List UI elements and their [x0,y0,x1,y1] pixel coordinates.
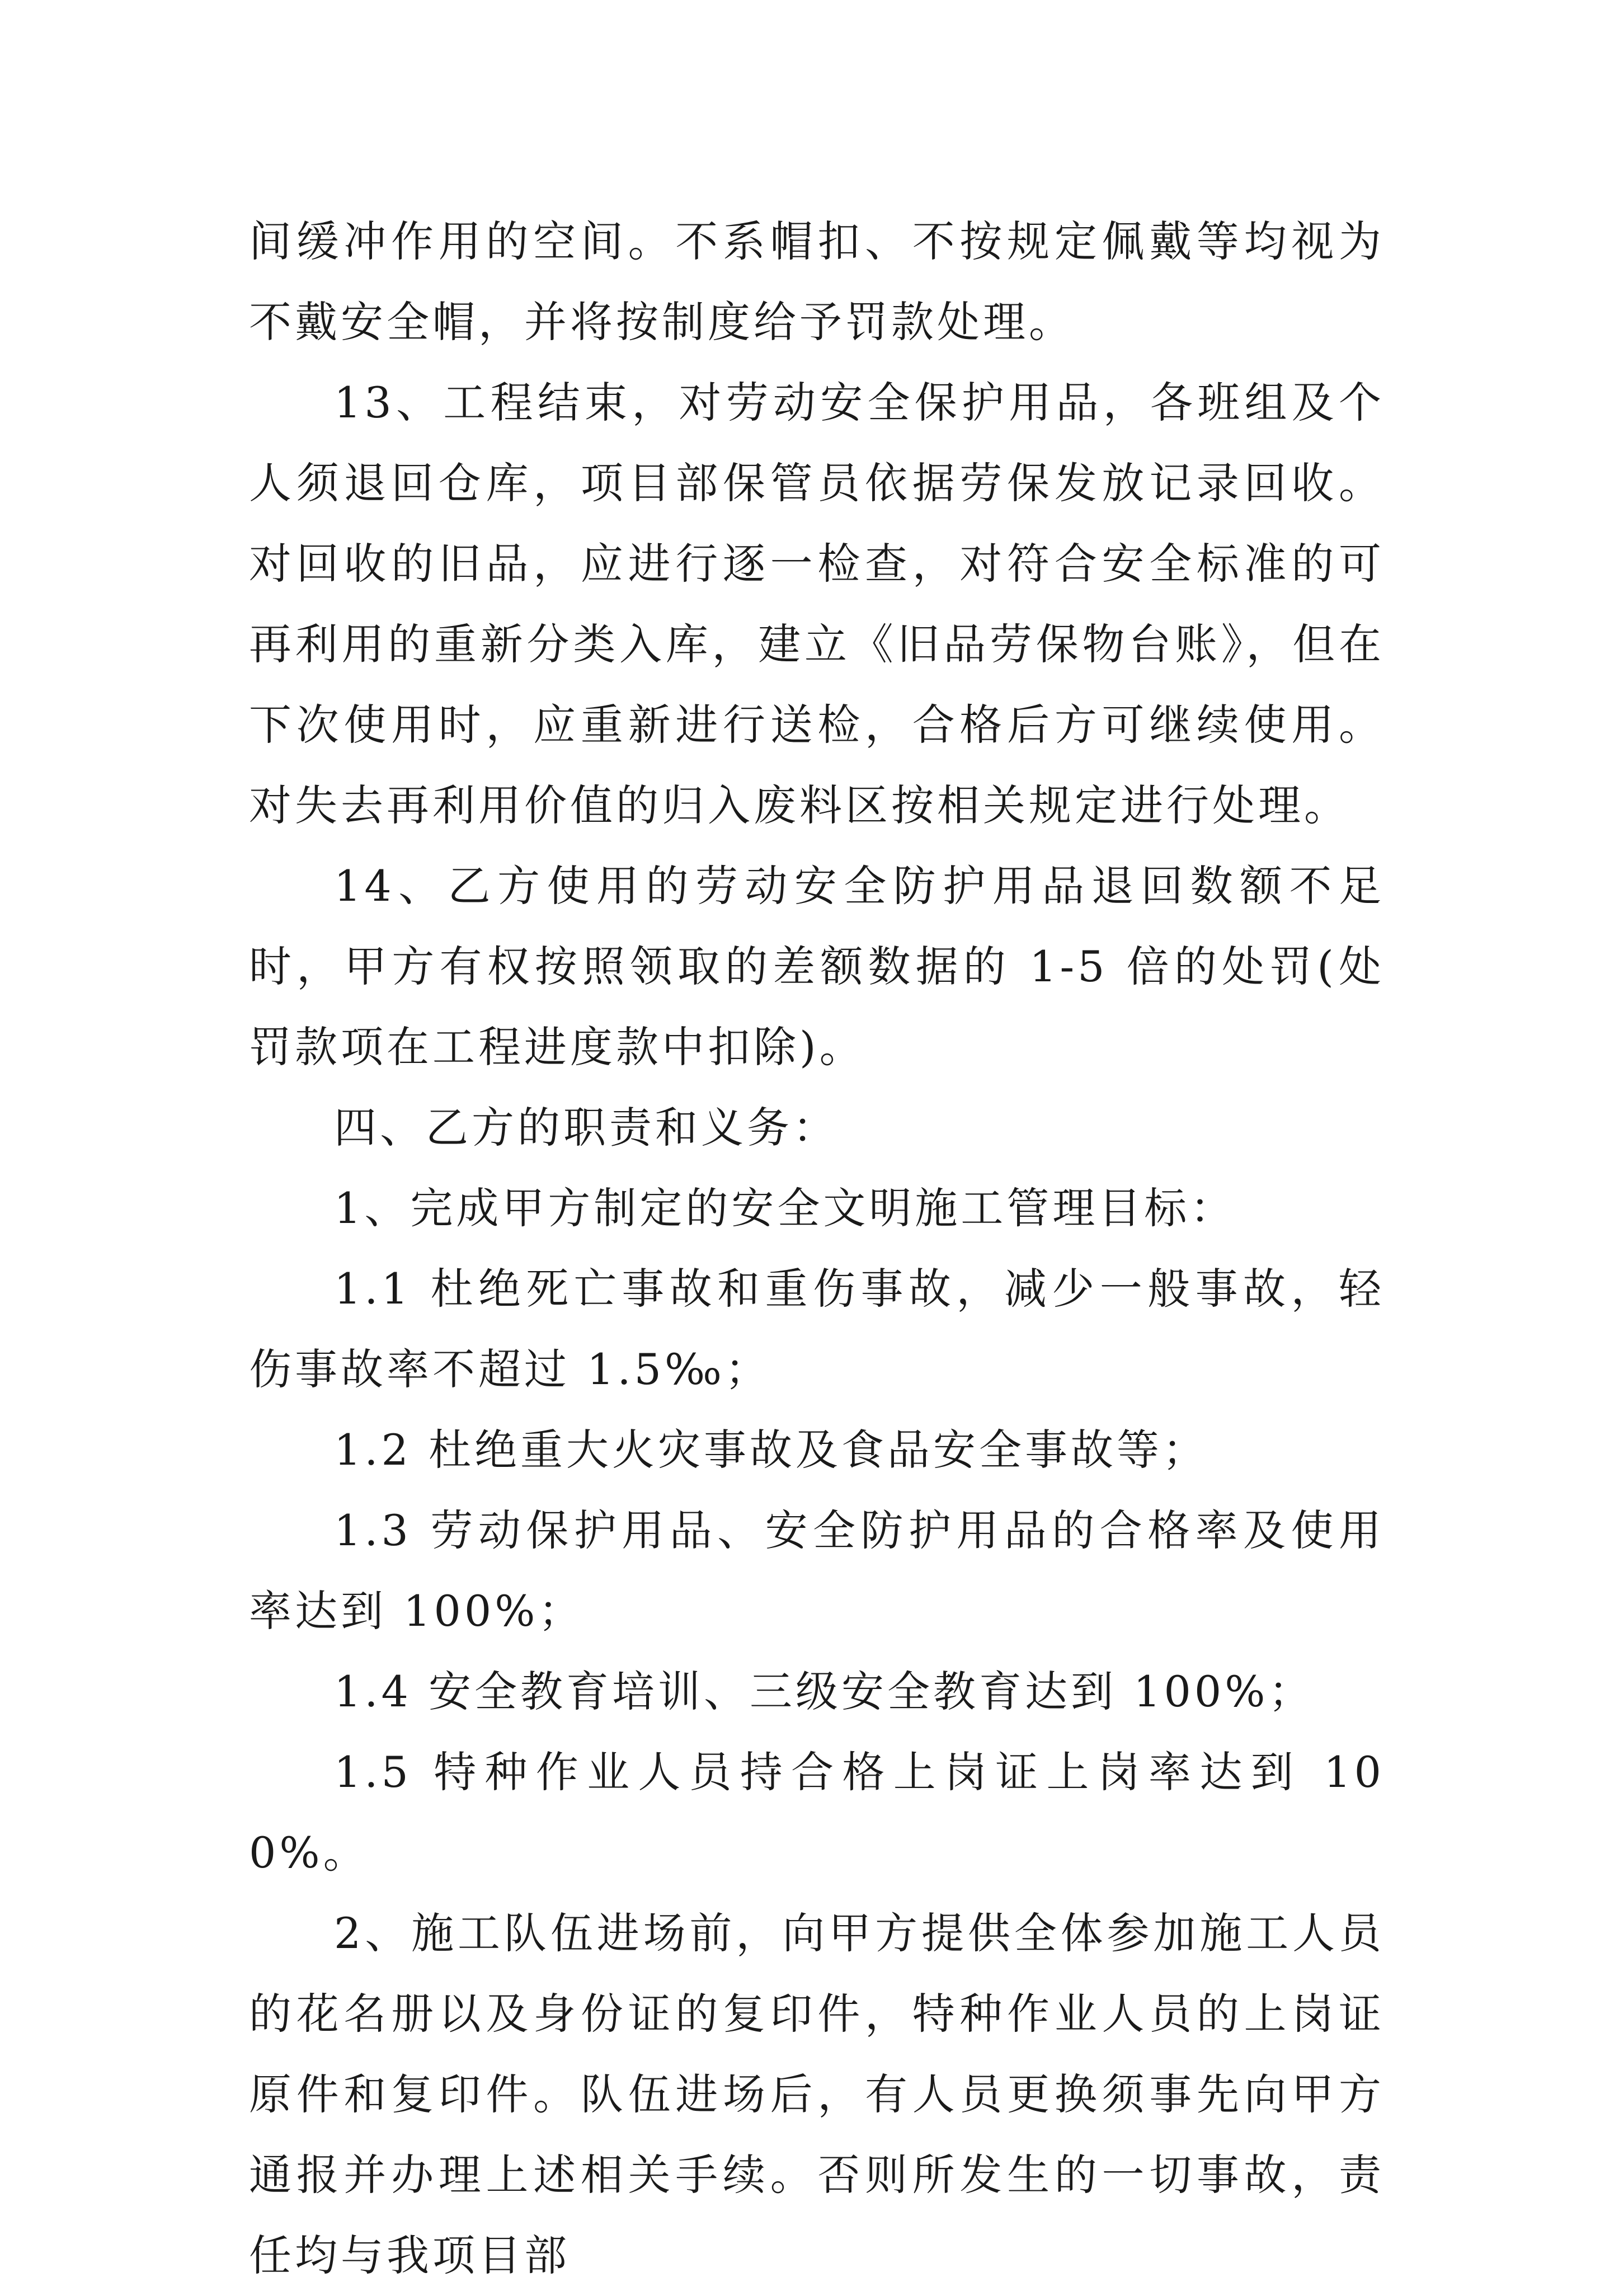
paragraph-item-1-1: 1.1 杜绝死亡事故和重伤事故，减少一般事故，轻伤事故率不超过 1.5‰； [249,1264,1385,1394]
paragraph-item-2: 2、施工队伍进场前，向甲方提供全体参加施工人员的花名册以及身份证的复印件，特种作业人员的上岗证原件和复印件。队伍进场后，有人员更换须事先向甲方通报并办理上述相关手续。否则所发生的一切事故，责任均与我项目部 [249,1908,1385,2280]
paragraph-item-1-4: 1.4 安全教育培训、三级安全教育达到 100%； [334,1667,1315,1716]
paragraph-continuation: 间缓冲作用的空间。不系帽扣、不按规定佩戴等均视为不戴安全帽，并将按制度给予罚款处理。 [249,217,1385,347]
document-body [249,201,1385,2296]
section-heading-4: 四、乙方的职责和义务： [334,1103,839,1152]
paragraph-item-1-5: 1.5 特种作业人员持合格上岗证上岗率达到 100%。 [249,1747,1385,1878]
paragraph-item-14: 14、乙方使用的劳动安全防护用品退回数额不足时，甲方有权按照领取的差额数据的 1-5 倍的处罚(处罚款项在工程进度款中扣除)。 [249,861,1385,1072]
paragraph-item-1: 1、完成甲方制定的安全文明施工管理目标： [334,1183,1236,1233]
paragraph-item-1-3: 1.3 劳动保护用品、安全防护用品的合格率及使用率达到 100%； [249,1505,1385,1636]
paragraph-item-1-2: 1.2 杜绝重大火灾事故及食品安全事故等； [334,1425,1209,1475]
paragraph-item-13: 13、工程结束，对劳动安全保护用品，各班组及个人须退回仓库，项目部保管员依据劳保发放记录回收。对回收的旧品，应进行逐一检查，对符合安全标准的可再利用的重新分类入库，建立《旧品劳保物台账》，但在下次使用时，应重新进行送检，合格后方可继续使用。对失去再利用价值的归入废料区按相关规定进行处理。 [249,378,1385,830]
